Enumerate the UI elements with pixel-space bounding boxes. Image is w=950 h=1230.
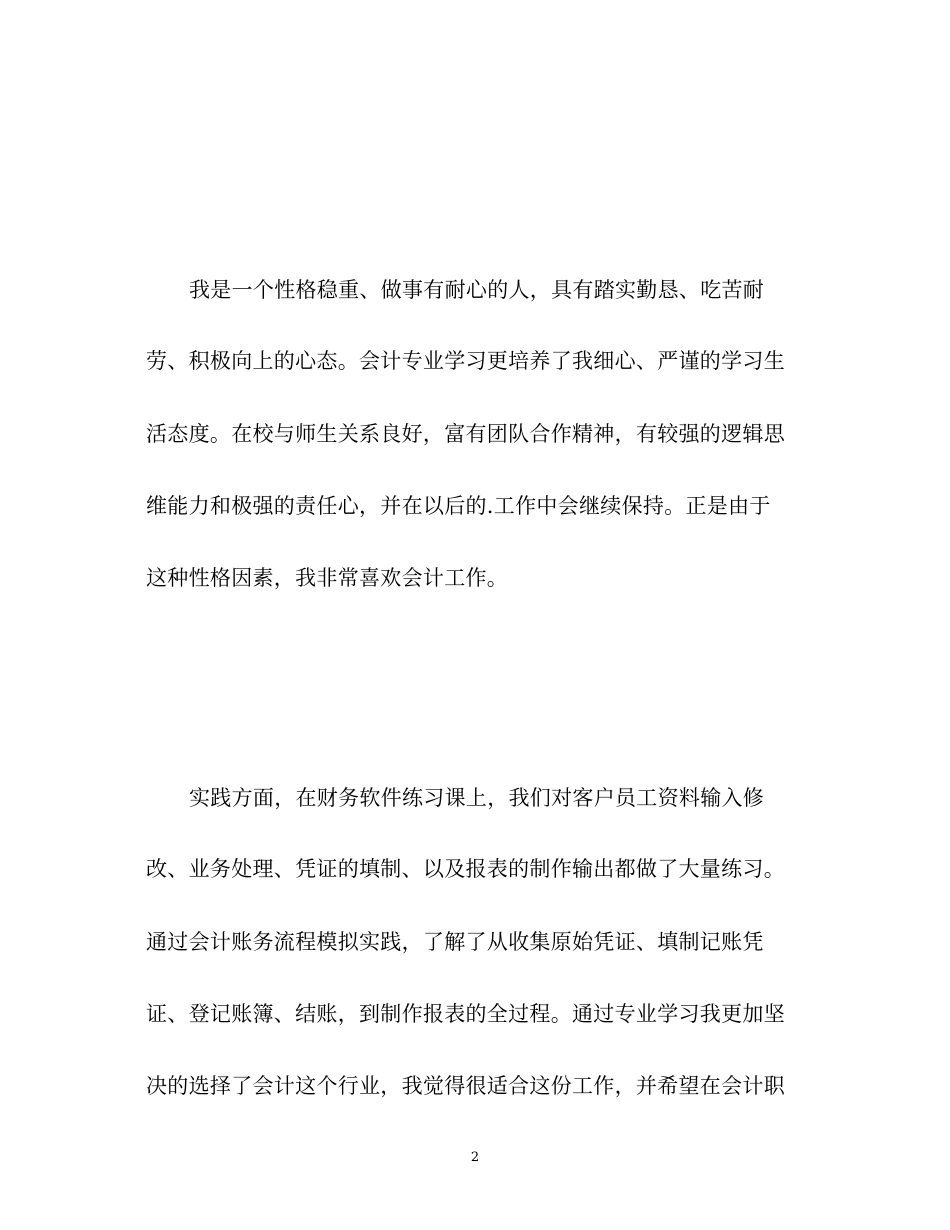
page-number: 2 bbox=[470, 1150, 480, 1165]
paragraph-line: 通过会计账务流程模拟实践，了解了从收集原始凭证、填制记账凭 bbox=[146, 930, 764, 954]
paragraph-line: 证、登记账簿、结账，到制作报表的全过程。通过专业学习我更加坚 bbox=[146, 1002, 785, 1026]
paragraph-line: 实践方面，在财务软件练习课上，我们对客户员工资料输入修 bbox=[189, 786, 765, 810]
paragraph-line: 改、业务处理、凭证的填制、以及报表的制作输出都做了大量练习。 bbox=[146, 857, 785, 881]
paragraph-line: 维能力和极强的责任心，并在以后的.工作中会继续保持。正是由于 bbox=[146, 494, 771, 518]
paragraph-line: 劳、积极向上的心态。会计专业学习更培养了我细心、严谨的学习生 bbox=[146, 349, 785, 373]
paragraph-line: 活态度。在校与师生关系良好，富有团队合作精神，有较强的逻辑思 bbox=[146, 422, 785, 446]
paragraph-line: 决的选择了会计这个行业，我觉得很适合这份工作，并希望在会计职 bbox=[146, 1074, 785, 1098]
paragraph-line: 我是一个性格稳重、做事有耐心的人，具有踏实勤恳、吃苦耐 bbox=[189, 278, 765, 302]
paragraph-line: 这种性格因素，我非常喜欢会计工作。 bbox=[146, 566, 509, 590]
